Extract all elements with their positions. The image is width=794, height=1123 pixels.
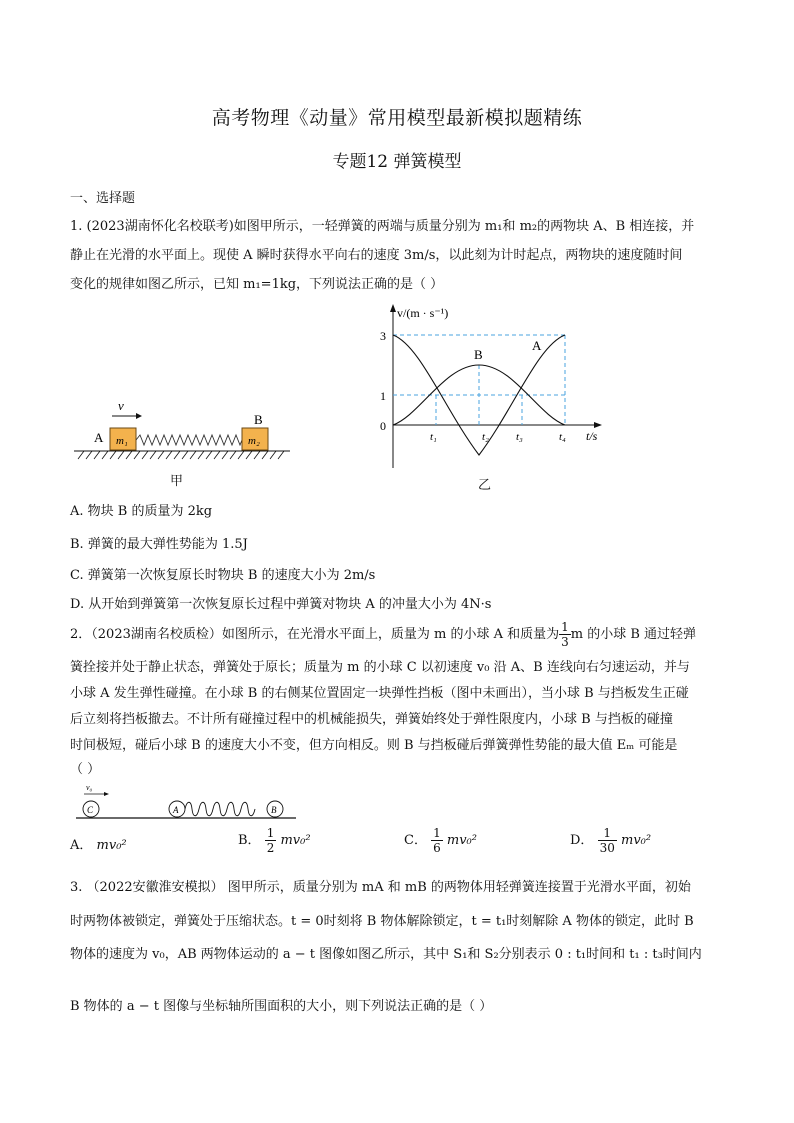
ball-c-label: C <box>87 805 94 815</box>
x-tick-t1: t₁ <box>430 431 437 443</box>
q3-line-1: 3. （2022安徽淮安模拟） 图甲所示，质量分别为 mA 和 mB 的两物体用轻弹簧连接置于光滑水平面，初始 <box>70 880 691 895</box>
q1-option-a: A. 物块 B 的质量为 2kg <box>70 504 213 519</box>
choice-a-expr: mv₀² <box>96 838 127 853</box>
choice-c-n: 1 <box>433 826 441 840</box>
y-tick-0: 0 <box>380 419 386 433</box>
fig-yi-caption: 乙 <box>478 478 492 493</box>
choice-c-d: 6 <box>433 841 441 855</box>
choice-d-letter: D． <box>570 833 594 848</box>
choice-b-frac <box>265 826 277 855</box>
q2-line-3: 小球 A 发生弹性碰撞。在小球 B 的右侧某位置固定一块弹性挡板（图中未画出），当小球 B 与挡板发生正碰 <box>70 686 689 701</box>
x-axis-label: t/s <box>586 429 598 443</box>
frac-denominator: 3 <box>561 635 569 649</box>
q2-line-1a: 2．（2023湖南名校质检）如图所示，在光滑水平面上，质量为 m 的小球 A 和质量为 <box>70 627 560 642</box>
ball-b-label: B <box>271 805 277 815</box>
choice-b-n: 1 <box>266 826 275 840</box>
q2-line-1b: m 的小球 B 通过轻弹 <box>570 627 697 642</box>
q1-option-c: C. 弹簧第一次恢复原长时物块 B 的速度大小为 2m/s <box>70 568 376 583</box>
choice-c-letter: C． <box>404 833 427 848</box>
choice-d-expr: mv₀² <box>621 833 652 848</box>
ground-hatch <box>78 451 284 459</box>
q1-line-3: 变化的规律如图乙所示，已知 m₁=1kg，下列说法正确的是（ ） <box>70 277 444 292</box>
q3-line-3: 物体的速度为 v₀，AB 两物体运动的 a − t 图像如图乙所示，其中 S₁和 S₂分别表示 0 : t₁时间和 t₁ : t₃时间内 <box>70 947 702 962</box>
q2-choice-a <box>70 834 127 853</box>
q2-line-4: 后立刻将挡板撤去。不计所有碰撞过程中的机械能损失，弹簧始终处于弹性限度内，小球 B 与挡板的碰撞 <box>70 712 673 727</box>
choice-a-letter: A． <box>70 838 93 853</box>
y-tick-3: 3 <box>380 329 386 343</box>
choice-c-expr: mv₀² <box>446 833 477 848</box>
q2-line-5: 时间极短，碰后小球 B 的速度大小不变，但方向相反。则 B 与挡板碰后弹簧弹性势能的最大值 Eₘ 可能是 <box>70 738 678 753</box>
q2-line-2: 簧拴接并处于静止状态，弹簧处于原长；质量为 m 的小球 C 以初速度 v₀ 沿 A、B 连线向右匀速运动，并与 <box>70 660 690 675</box>
spring <box>136 435 250 445</box>
choice-d-frac <box>598 826 617 855</box>
x-tick-t3: t₃ <box>516 431 523 443</box>
section-title: 一、选择题 <box>70 191 136 206</box>
choice-d-n: 1 <box>598 826 617 841</box>
frac-numerator: 1 <box>561 620 569 634</box>
q3-line-2: 时两物体被锁定，弹簧处于压缩状态。t = 0时刻将 B 物体解除锁定，t = t₁时刻解除 A 物体的锁定，此时 B <box>70 914 694 929</box>
choice-b-expr: mv₀² <box>280 833 311 848</box>
block-a-label: A <box>94 430 104 445</box>
q1-figure-jia <box>70 396 300 466</box>
fig-jia-caption: 甲 <box>170 474 184 489</box>
choice-b-letter: B． <box>238 833 261 848</box>
block-m2-label: m₂ <box>248 435 260 447</box>
q1-line-2: 静止在光滑的水平面上。现使 A 瞬时获得水平向右的速度 3m/s，以此刻为计时起点，两物块的速度随时间 <box>70 248 683 263</box>
q2-line-6: （ ） <box>70 762 101 777</box>
choice-c-frac <box>431 826 443 855</box>
q2-figure <box>72 780 302 822</box>
page-title: 高考物理《动量》常用模型最新模拟题精练 <box>211 107 583 129</box>
choice-d-d: 30 <box>599 841 615 855</box>
q2-fraction <box>559 620 571 649</box>
choice-b-d: 2 <box>266 841 275 855</box>
q2-spring <box>185 802 255 816</box>
q2-line-1 <box>70 620 730 649</box>
q1-figure-yi <box>350 300 610 472</box>
x-tick-t2: t₂ <box>482 431 489 443</box>
block-m1-label: m₁ <box>116 435 128 447</box>
q2-choice-c <box>404 826 477 855</box>
q1-line-1: 1. (2023湖南怀化名校联考)如图甲所示，一轻弹簧的两端与质量分别为 m₁和 m₂的两物块 A、B 相连接，并 <box>70 219 695 234</box>
q1-option-d: D. 从开始到弹簧第一次恢复原长过程中弹簧对物块 A 的冲量大小为 4N·s <box>70 597 492 612</box>
page-subtitle: 专题12 弹簧模型 <box>332 152 462 172</box>
curve-a-label: A <box>532 338 542 353</box>
x-tick-t4: t₄ <box>559 431 566 443</box>
y-tick-1: 1 <box>380 389 386 403</box>
q2-choice-d <box>570 826 651 855</box>
q3-line-4: B 物体的 a − t 图像与坐标轴所围面积的大小，则下列说法正确的是（ ） <box>70 999 493 1014</box>
ball-a-label: A <box>173 805 179 815</box>
y-axis-label: v/(m · s⁻¹) <box>397 306 449 320</box>
curve-b-label: B <box>474 347 483 362</box>
q1-option-b: B. 弹簧的最大弹性势能为 1.5J <box>70 537 248 552</box>
velocity-label: v <box>118 398 124 413</box>
q2-choice-b <box>238 826 311 855</box>
q2-v0-label: v₀ <box>86 783 93 792</box>
block-b-label: B <box>254 412 263 427</box>
